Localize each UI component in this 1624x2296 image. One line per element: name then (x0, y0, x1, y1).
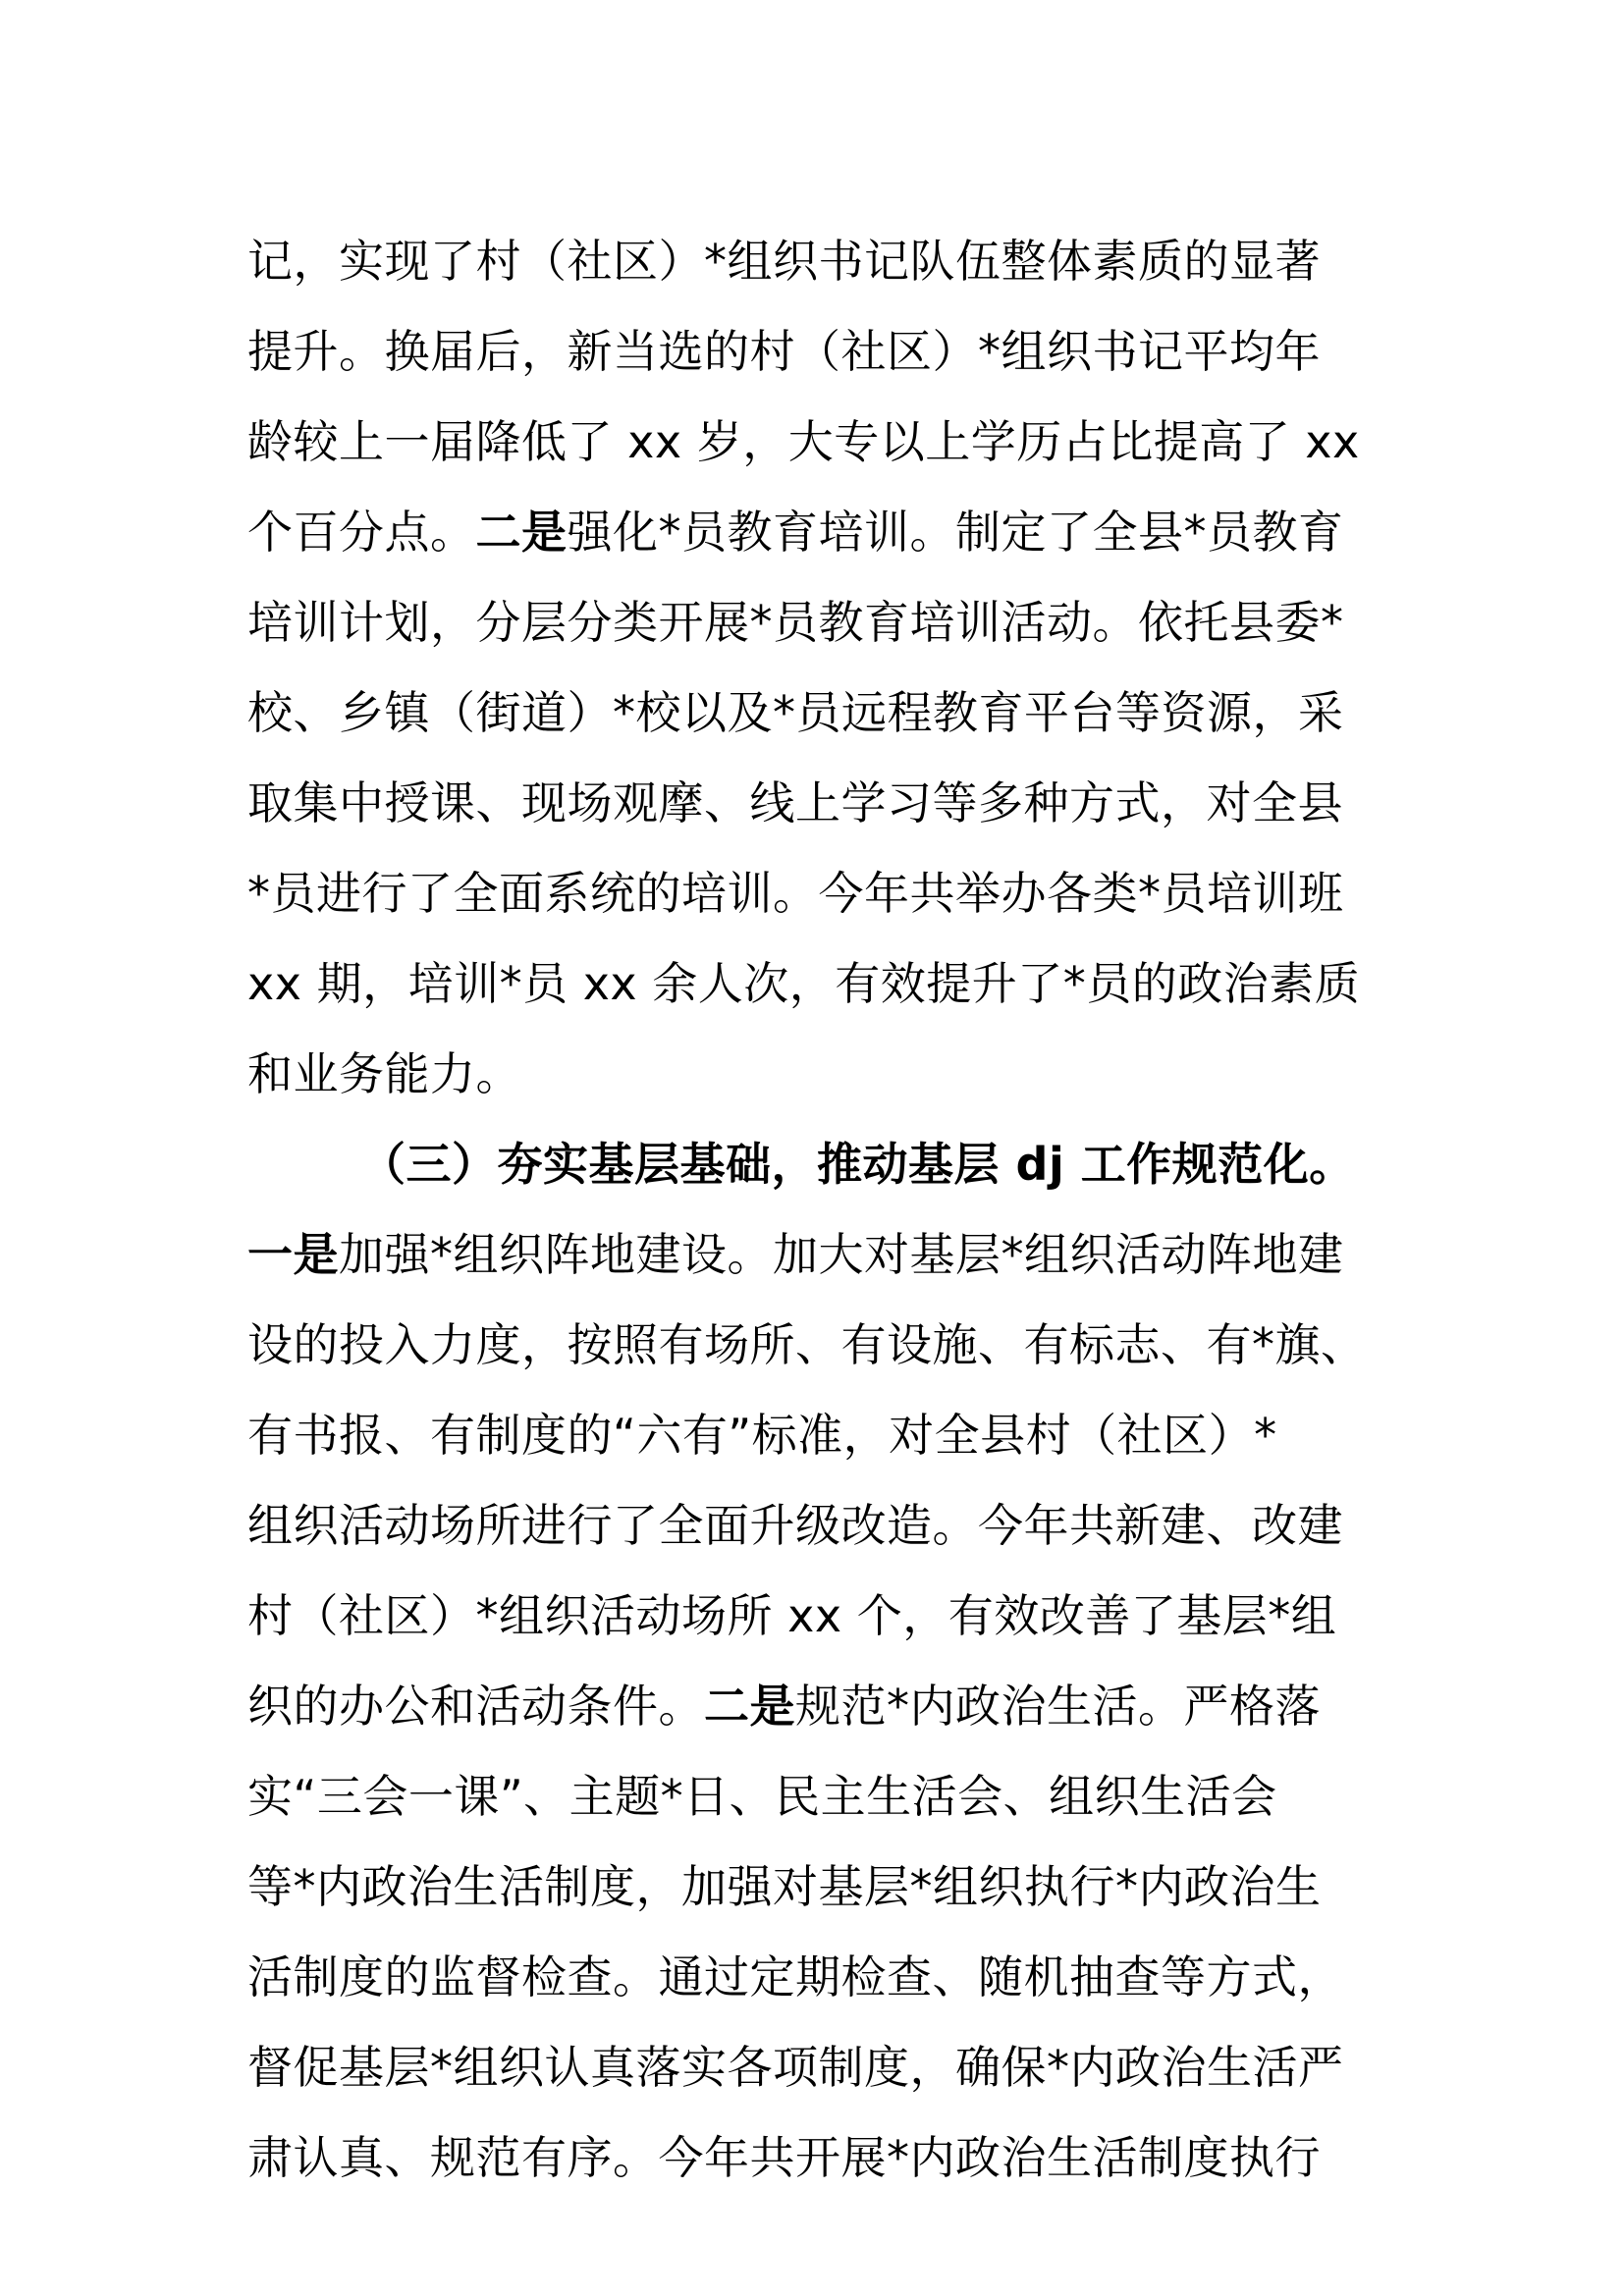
text-line: 记，实现了村（社区）*组织书记队伍整体素质的显著 (247, 235, 1321, 288)
text-run: 织的办公和活动条件。 (247, 1680, 704, 1733)
text-line: *员进行了全面系统的培训。今年共举办各类*员培训班 (247, 867, 1344, 920)
text-line: 村（社区）*组织活动场所 xx 个，有效改善了基层*组 (247, 1589, 1337, 1642)
text-run: 加强*组织阵地建设。加大对基层*组织活动阵地建 (339, 1228, 1344, 1281)
text-line: 提升。换届后，新当选的村（社区）*组织书记平均年 (247, 325, 1321, 378)
text-line: 和业务能力。 (247, 1047, 521, 1100)
bold-marker: 二是 (475, 506, 568, 559)
bold-marker: 二是 (704, 1680, 795, 1733)
text-line: 实“三会一课”、主题*日、民主生活会、组织生活会 (247, 1770, 1277, 1823)
text-line: 活制度的监督检查。通过定期检查、随机抽查等方式， (247, 1950, 1343, 2003)
text-line (247, 1209, 1377, 1300)
text-run: 强化*员教育培训。制定了全县*员教育 (567, 506, 1344, 559)
text-line (247, 487, 1377, 577)
text-line: 龄较上一届降低了 xx 岁，大专以上学历占比提高了 xx (247, 415, 1360, 468)
text-line: 取集中授课、现场观摩、线上学习等多种方式，对全县 (247, 776, 1343, 829)
text-run: 规范*内政治生活。严格落 (795, 1680, 1321, 1733)
text-run: 个百分点。 (247, 506, 476, 559)
paragraph-foundation (247, 1209, 1377, 2203)
text-line: 设的投入力度，按照有场所、有设施、有标志、有*旗、 (247, 1318, 1367, 1371)
text-line: 督促基层*组织认真落实各项制度，确保*内政治生活严 (247, 2041, 1344, 2094)
text-line: 有书报、有制度的“六有”标准，对全县村（社区）* (247, 1409, 1277, 1462)
text-line: 组织活动场所进行了全面升级改造。今年共新建、改建 (247, 1499, 1343, 1552)
text-line: 等*内政治生活制度，加强对基层*组织执行*内政治生 (247, 1860, 1322, 1913)
text-line (247, 1661, 1377, 1751)
text-line: 校、乡镇（街道）*校以及*员远程教育平台等资源，采 (247, 686, 1344, 739)
section-heading (247, 1119, 1377, 1209)
text-line: 肃认真、规范有序。今年共开展*内政治生活制度执行 (247, 2131, 1321, 2184)
text-line: 培训计划，分层分类开展*员教育培训活动。依托县委* (247, 596, 1344, 649)
text-line: xx 期，培训*员 xx 余人次，有效提升了*员的政治素质 (247, 957, 1361, 1010)
paragraph-talent (247, 216, 1377, 1119)
bold-marker: 一是 (247, 1228, 339, 1281)
heading-text: （三）夯实基层基础，推动基层 dj 工作规范化。 (360, 1138, 1355, 1191)
